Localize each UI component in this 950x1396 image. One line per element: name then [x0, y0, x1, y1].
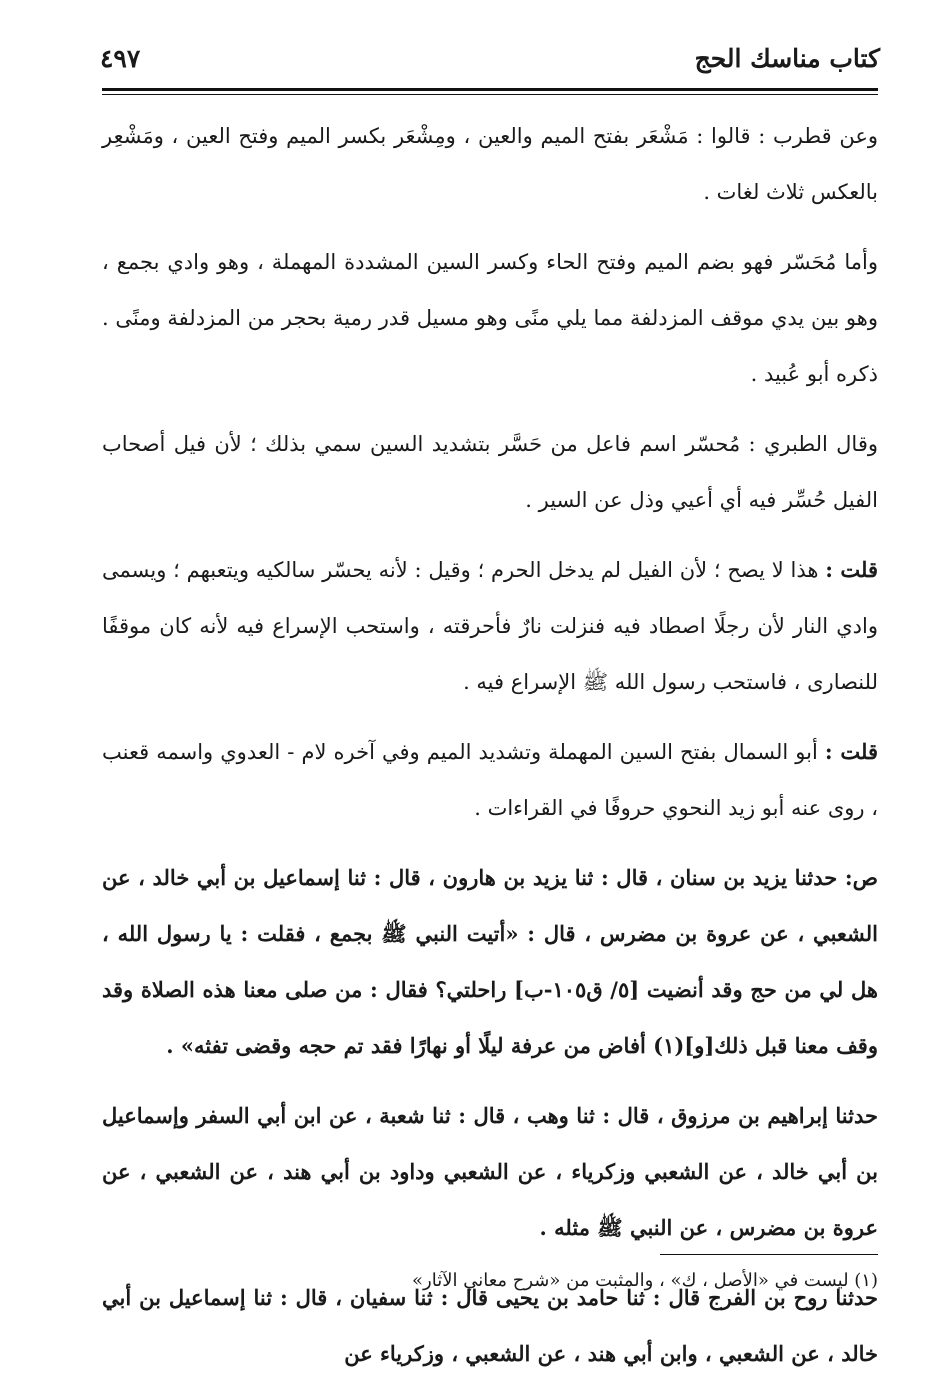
hadith-chain-ibrahim-ibn-marzuq [102, 1088, 878, 1256]
paragraph-qult-2 [102, 724, 878, 836]
paragraph-text: أبو السمال بفتح السين المهملة وتشديد الميم وفي آخره لام - العدوي واسمه قعنب ، روى عنه أبو زيد النحوي حروفًا في القراءات . [102, 740, 878, 820]
paragraph-text: حدثنا روح بن الفرج قال : ثنا حامد بن يحيى قال : ثنا سفيان ، قال : ثنا إسماعيل بن أبي خالد ، عن الشعبي ، وابن أبي هند ، عن الشعبي ، وزكرياء عن [102, 1285, 878, 1366]
qult-label: قلت : [825, 557, 878, 582]
qult-label: قلت : [824, 739, 878, 764]
page-header [100, 38, 880, 90]
page-number: ٤٩٧ [100, 44, 141, 73]
paragraph-tabari-quote [102, 416, 878, 528]
paragraph-maskar-spellings [102, 108, 878, 220]
header-rule-thick [102, 88, 878, 91]
paragraph-qult-1 [102, 542, 878, 710]
page-body [102, 108, 878, 1396]
footnote: (١) ليست في «الأصل ، ك» ، والمثبت من «شرح معاني الآثار» [412, 1270, 878, 1291]
paragraph-text: وقال الطبري : مُحسّر اسم فاعل من حَسَّر بتشديد السين سمي بذلك ؛ لأن فيل أصحاب الفيل حُسِّر فيه أي أعيي وذل عن السير . [102, 432, 878, 512]
paragraph-text: حدثنا إبراهيم بن مرزوق ، قال : ثنا وهب ، قال : ثنا شعبة ، عن ابن أبي السفر وإسماعيل بن أبي خالد ، عن الشعبي وزكرياء ، عن الشعبي وداود بن أبي هند ، عن الشعبي ، عن عروة بن مضرس ، عن النبي ﷺ مثله . [102, 1103, 878, 1240]
paragraph-text: ص: حدثنا يزيد بن سنان ، قال : ثنا يزيد بن هارون ، قال : ثنا إسماعيل بن أبي خالد ، عن الشعبي ، عن عروة بن مضرس ، قال : «أتيت النبي ﷺ بجمع ، فقلت : يا رسول الله ، هل لي من حج وقد أنضيت [٥/ ق١٠٥-ب] راحلتي؟ فقال : من صلى معنا هذه الصلاة وقد وقف معنا قبل ذلك[و](١) أفاض من عرفة ليلًا أو نهارًا فقد تم حجه وقضى تفثه» . [102, 865, 879, 1058]
paragraph-text: وعن قطرب : قالوا : مَشْعَر بفتح الميم والعين ، ومِشْعَر بكسر الميم وفتح العين ، ومَشْعِر بالعكس ثلاث لغات . [102, 124, 878, 204]
running-title: كتاب مناسك الحج [694, 44, 880, 73]
footnote-rule [660, 1254, 878, 1255]
header-rule-thin [102, 94, 878, 95]
paragraph-text: هذا لا يصح ؛ لأن الفيل لم يدخل الحرم ؛ وقيل : لأنه يحسّر سالكيه ويتعبهم ؛ ويسمى وادي النار لأن رجلًا اصطاد فيه فنزلت نارٌ فأحرقته ، واستحب الإسراع فيه لأنه كان موقفًا للنصارى ، فاستحب رسول الله ﷺ الإسراع فيه . [102, 558, 878, 694]
hadith-urwa-ibn-mudarris [102, 850, 878, 1074]
paragraph-muhassir-definition [102, 234, 878, 402]
paragraph-text: وأما مُحَسّر فهو بضم الميم وفتح الحاء وكسر السين المشددة المهملة ، وهو وادي بجمع ، وهو بين يدي موقف المزدلفة مما يلي منًى وهو مسيل قدر رمية بحجر من المزدلفة ومنًى . ذكره أبو عُبيد . [102, 250, 878, 386]
